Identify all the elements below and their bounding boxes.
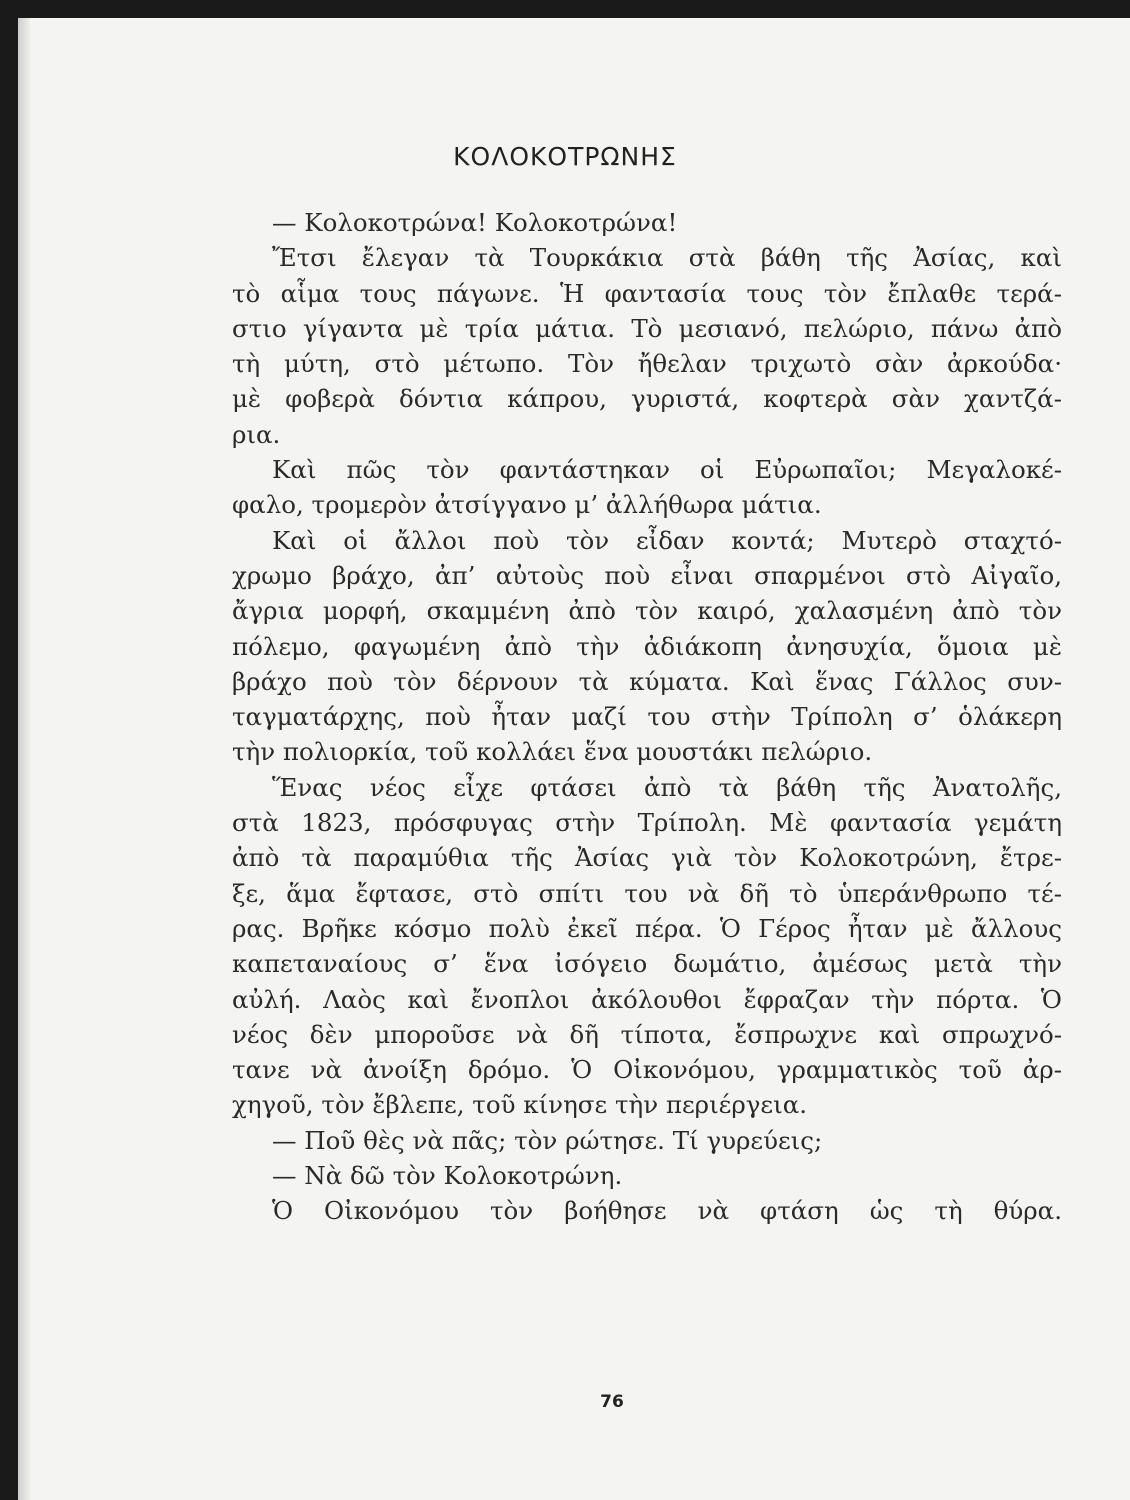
text-line: ἀπὸ τὰ παραμύθια τῆς Ἀσίας γιὰ τὸν Κολοκοτρώνη, ἔτρε- (232, 843, 1062, 873)
body-text (232, 205, 1062, 1229)
text-line: Ἔτσι ἔλεγαν τὰ Τουρκάκια στὰ βάθη τῆς Ἀσίας, καὶ (272, 243, 1062, 273)
text-line: χηγοῦ, τὸν ἔβλεπε, τοῦ κίνησε τὴν περιέργεια. (232, 1090, 808, 1120)
text-line: ρας. Βρῆκε κόσμο πολὺ ἐκεῖ πέρα. Ὁ Γέρος ἦταν μὲ ἄλλους (232, 913, 1062, 943)
page-edge (18, 18, 30, 1500)
text-line: ταγματάρχης, ποὺ ἦταν μαζί του στὴν Τρίπολη σ’ ὁλάκερη (232, 702, 1062, 732)
text-line: τὴν πολιορκία, τοῦ κολλάει ἕνα μουστάκι πελώριο. (232, 737, 873, 767)
text-line: μὲ φοβερὰ δόντια κάπρου, γυριστά, κοφτερὰ σὰν χαντζά- (232, 384, 1062, 414)
text-line: στιο γίγαντα μὲ τρία μάτια. Τὸ μεσιανό, πελώριο, πάνω ἀπὸ (232, 313, 1062, 343)
text-line: καπεταναίους σ’ ἕνα ἰσόγειο δωμάτιο, ἀμέσως μετὰ τὴν (232, 949, 1062, 979)
chapter-title: ΚΟΛΟΚΟΤΡΩΝΗΣ (453, 142, 677, 171)
text-line: αὐλή. Λαὸς καὶ ἔνοπλοι ἀκόλουθοι ἔφραζαν τὴν πόρτα. Ὁ (232, 984, 1062, 1014)
text-line: Ἕνας νέος εἶχε φτάσει ἀπὸ τὰ βάθη τῆς Ἀνατολῆς, (272, 772, 1062, 802)
text-line: τανε νὰ ἀνοίξη δρόμο. Ὁ Οἰκονόμου, γραμματικὸς τοῦ ἀρ- (232, 1055, 1062, 1085)
text-line: Καὶ οἱ ἄλλοι ποὺ τὸν εἶδαν κοντά; Μυτερὸ σταχτό- (272, 525, 1062, 555)
text-line: φαλο, τρομερὸν ἀτσίγγανο μ’ ἀλλήθωρα μάτια. (232, 490, 822, 520)
text-line: πόλεμο, φαγωμένη ἀπὸ τὴν ἀδιάκοπη ἀνησυχία, ὅμοια μὲ (232, 631, 1062, 661)
text-line: — Κολοκοτρώνα! Κολοκοτρώνα! (272, 208, 678, 237)
text-line: ἄγρια μορφή, σκαμμένη ἀπὸ τὸν καιρό, χαλασμένη ἀπὸ τὸν (232, 596, 1062, 626)
text-line: ρια. (232, 419, 281, 449)
text-line: — Νὰ δῶ τὸν Κολοκοτρώνη. (272, 1161, 623, 1191)
text-line: τὸ αἷμα τους πάγωνε. Ἡ φαντασία τους τὸν ἔπλαθε τερά- (232, 278, 1062, 308)
text-line: στὰ 1823, πρόσφυγας στὴν Τρίπολη. Μὲ φαντασία γεμάτη (232, 808, 1062, 838)
text-line: τὴ μύτη, στὸ μέτωπο. Τὸν ἤθελαν τριχωτὸ σὰν ἀρκούδα· (232, 349, 1062, 379)
text-line: Καὶ πῶς τὸν φαντάστηκαν οἱ Εὐρωπαῖοι; Μεγαλοκέ- (272, 455, 1062, 485)
text-line: νέος δὲν μποροῦσε νὰ δῆ τίποτα, ἔσπρωχνε καὶ σπρωχνό- (232, 1019, 1062, 1049)
text-line: Ὁ Οἰκονόμου τὸν βοήθησε νὰ φτάση ὡς τὴ θύρα. (272, 1196, 1062, 1226)
text-line: — Ποῦ θὲς νὰ πᾶς; τὸν ρώτησε. Τί γυρεύεις; (272, 1125, 823, 1155)
text-line: βράχο ποὺ τὸν δέρνουν τὰ κύματα. Καὶ ἕνας Γάλλος συν- (232, 666, 1062, 696)
page-number: 76 (600, 1392, 624, 1412)
text-line: ξε, ἅμα ἔφτασε, στὸ σπίτι του νὰ δῆ τὸ ὑπεράνθρωπο τέ- (232, 878, 1062, 908)
text-line: χρωμο βράχο, ἀπ’ αὐτοὺς ποὺ εἶναι σπαρμένοι στὸ Αἰγαῖο, (232, 560, 1062, 590)
